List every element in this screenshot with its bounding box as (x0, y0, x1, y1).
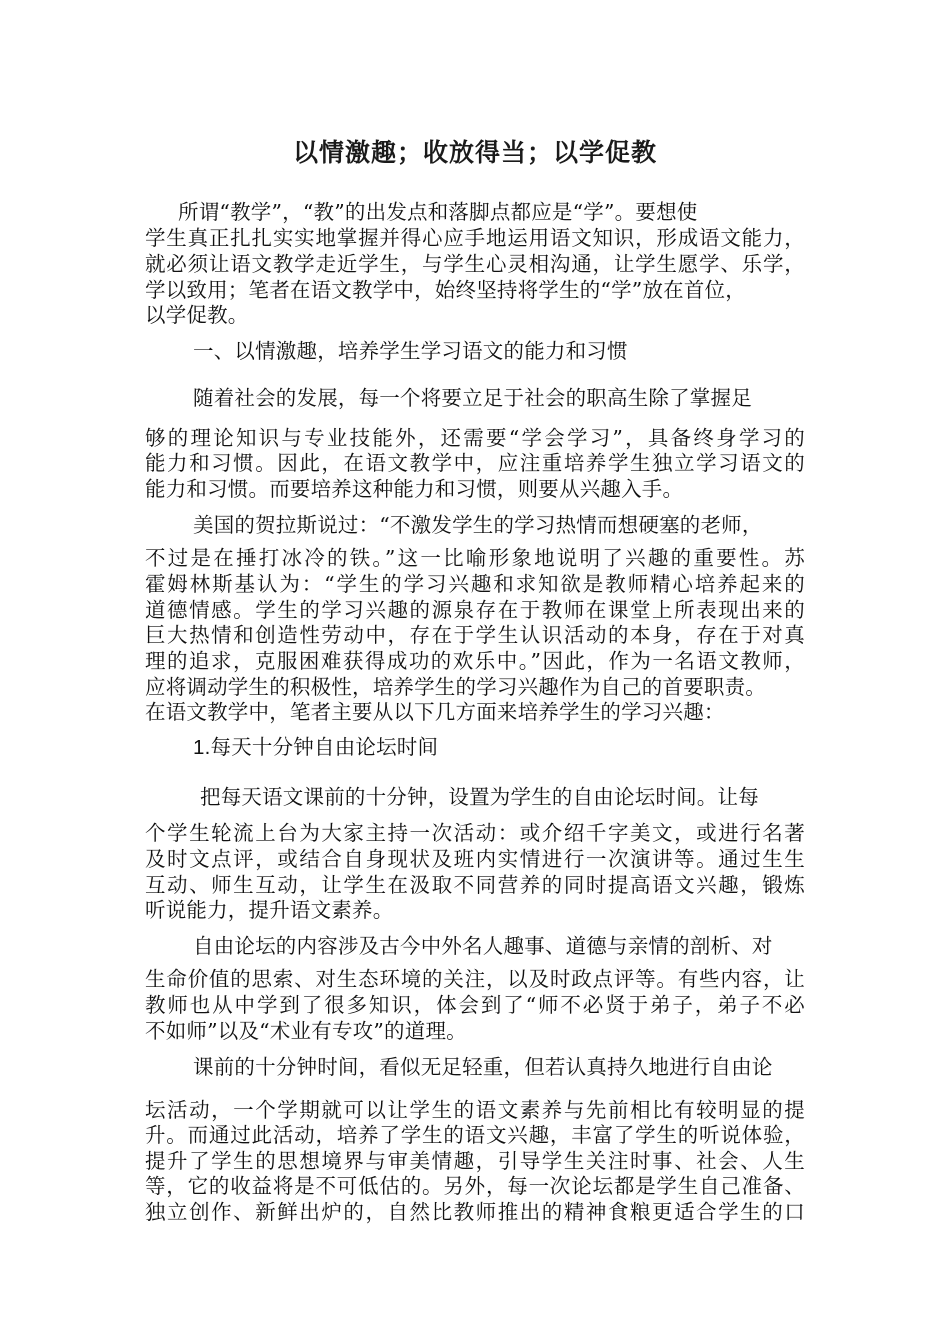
paragraph-line: 把每天语文课前的十分钟，设置为学生的自由论坛时间。让每 (200, 785, 759, 809)
paragraph-line: 及时文点评，或结合自身现状及班内实情进行一次演讲等。通过生生 (145, 847, 805, 871)
paragraph-line: 能力和习惯。而要培养这种能力和习惯，则要从兴趣入手。 (145, 477, 684, 501)
paragraph-line: 以学促教。 (145, 303, 249, 327)
subsection-heading: 1.每天十分钟自由论坛时间 (193, 736, 439, 759)
paragraph-line: 能力和习惯。因此，在语文教学中，应注重培养学生独立学习语文的 (145, 451, 805, 475)
paragraph-line: 在语文教学中，笔者主要从以下几方面来培养学生的学习兴趣： (145, 700, 725, 724)
paragraph-line: 等，它的收益将是不可低估的。另外，每一次论坛都是学生自己准备、 (145, 1174, 805, 1198)
paragraph-line: 不过是在捶打冰冷的铁。”这一比喻形象地说明了兴趣的重要性。苏 (145, 546, 805, 570)
paragraph-line: 道德情感。学生的学习兴趣的源泉存在于教师在课堂上所表现出来的 (145, 598, 805, 622)
paragraph-line: 随着社会的发展，每一个将要立足于社会的职高生除了掌握足 (193, 386, 752, 410)
paragraph-line: 互动、师生互动，让学生在汲取不同营养的同时提高语文兴趣，锻炼 (145, 873, 805, 897)
paragraph-line: 应将调动学生的积极性，培养学生的学习兴趣作为自己的首要职责。 (145, 675, 766, 699)
paragraph-line: 不如师”以及“术业有专攻”的道理。 (145, 1019, 467, 1043)
paragraph-line: 巨大热情和创造性劳动中，存在于学生认识活动的本身，存在于对真 (145, 623, 805, 647)
paragraph-line: 所谓“教学”，“教”的出发点和落脚点都应是“学”。要想使 (178, 200, 698, 224)
paragraph-line: 就必须让语文教学走近学生，与学生心灵相沟通，让学生愿学、乐学， (145, 252, 805, 276)
paragraph-line: 课前的十分钟时间，看似无足轻重，但若认真持久地进行自由论 (193, 1055, 773, 1079)
paragraph-line: 美国的贺拉斯说过：“不激发学生的学习热情而想硬塞的老师， (193, 513, 763, 537)
paragraph-line: 提升了学生的思想境界与审美情趣，引导学生关注时事、社会、人生 (145, 1149, 805, 1173)
paragraph-line: 霍姆林斯基认为：“学生的学习兴趣和求知欲是教师精心培养起来的 (145, 572, 805, 596)
paragraph-line: 自由论坛的内容涉及古今中外名人趣事、道德与亲情的剖析、对 (193, 934, 773, 958)
paragraph-line: 听说能力，提升语文素养。 (145, 898, 394, 922)
paragraph-line: 够的理论知识与专业技能外，还需要“学会学习”，具备终身学习的 (145, 426, 805, 450)
section-heading: 一、以情激趣，培养学生学习语文的能力和习惯 (193, 339, 628, 363)
paragraph-line: 升。而通过此活动，培养了学生的语文兴趣，丰富了学生的听说体验， (145, 1123, 805, 1147)
paragraph-line: 生命价值的思索、对生态环境的关注，以及时政点评等。有些内容，让 (145, 967, 805, 991)
document-title: 以情激趣；收放得当；以学促教 (292, 138, 657, 167)
paragraph-line: 教师也从中学到了很多知识，体会到了“师不必贤于弟子，弟子不必 (145, 993, 805, 1017)
paragraph-line: 学生真正扎扎实实地掌握并得心应手地运用语文知识，形成语文能力， (145, 226, 805, 250)
paragraph-line: 独立创作、新鲜出炉的，自然比教师推出的精神食粮更适合学生的口 (145, 1200, 805, 1224)
paragraph-line: 学以致用；笔者在语文教学中，始终坚持将学生的“学”放在首位， (145, 278, 746, 302)
paragraph-line: 坛活动，一个学期就可以让学生的语文素养与先前相比有较明显的提 (145, 1098, 805, 1122)
paragraph-line: 个学生轮流上台为大家主持一次活动：或介绍千字美文，或进行名著 (145, 821, 805, 845)
paragraph-line: 理的追求，克服困难获得成功的欢乐中。”因此，作为一名语文教师， (145, 649, 805, 673)
